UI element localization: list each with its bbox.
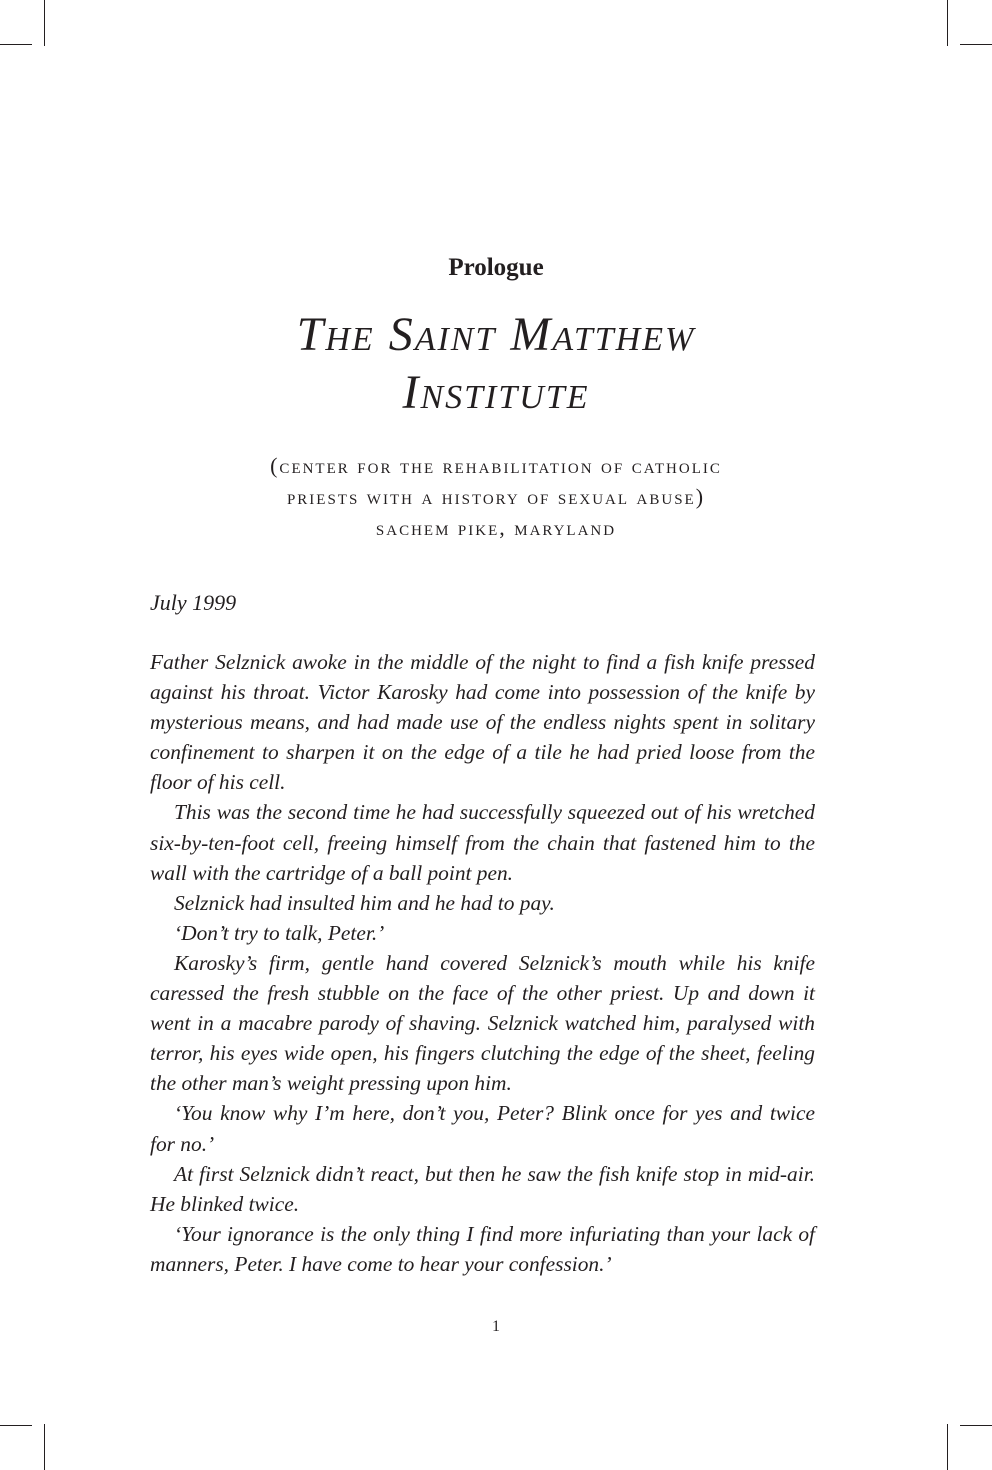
chapter-title-line: Institute	[402, 366, 590, 419]
subtitle-line: (center for the rehabilitation of catholic	[270, 453, 722, 478]
crop-mark-top-right-horizontal	[960, 44, 992, 45]
crop-mark-bottom-left-vertical	[44, 1424, 45, 1470]
paragraph: This was the second time he had successfully squeezed out of his wretched six-by-ten-foot cell, freeing himself from the chain that fastened him to the wall with the cartridge of a ball point pen.	[150, 800, 815, 885]
body-text	[150, 647, 815, 1279]
crop-mark-top-left-vertical	[44, 0, 45, 46]
paragraph: ‘Your ignorance is the only thing I find more infuriating than your lack of manners, Peter. I have come to hear your confession.’	[150, 1221, 815, 1276]
paragraph: Selznick had insulted him and he had to pay.	[174, 890, 555, 915]
paragraph: Karosky’s firm, gentle hand covered Selznick’s mouth while his knife caressed the fresh stubble on the face of the other priest. Up and down it went in a macabre parody of shaving. Selznick watched him, paralysed with terror, his eyes wide open, his fingers clutching the edge of the sheet, feeling the other man’s weight pressing upon him.	[150, 950, 815, 1096]
chapter-title	[0, 306, 992, 422]
crop-mark-top-left-horizontal	[0, 44, 32, 45]
chapter-subtitle	[0, 450, 992, 543]
chapter-heading: Prologue	[448, 254, 544, 281]
crop-mark-bottom-right-horizontal	[960, 1425, 992, 1426]
crop-mark-bottom-right-vertical	[947, 1424, 948, 1470]
paragraph: Father Selznick awoke in the middle of the night to find a fish knife pressed against his throat. Victor Karosky had come into possession of the knife by mysterious means, and had made use of the endless nights spent in solitary confinement to sharpen it on the edge of a tile he had pried loose from the floor of his cell.	[150, 650, 815, 795]
crop-mark-bottom-left-horizontal	[0, 1425, 32, 1426]
page-number: 1	[492, 1318, 500, 1335]
subtitle-line: priests with a history of sexual abuse)	[286, 484, 706, 509]
subtitle-line: sachem pike, maryland	[375, 515, 617, 540]
date-line: July 1999	[150, 590, 237, 615]
paragraph: ‘Don’t try to talk, Peter.’	[174, 920, 385, 945]
paragraph: At first Selznick didn’t react, but then he saw the fish knife stop in mid-air. He blinked twice.	[150, 1161, 815, 1216]
crop-mark-top-right-vertical	[947, 0, 948, 46]
chapter-title-line: The Saint Matthew	[296, 308, 696, 361]
paragraph: ‘You know why I’m here, don’t you, Peter? Blink once for yes and twice for no.’	[150, 1101, 815, 1156]
